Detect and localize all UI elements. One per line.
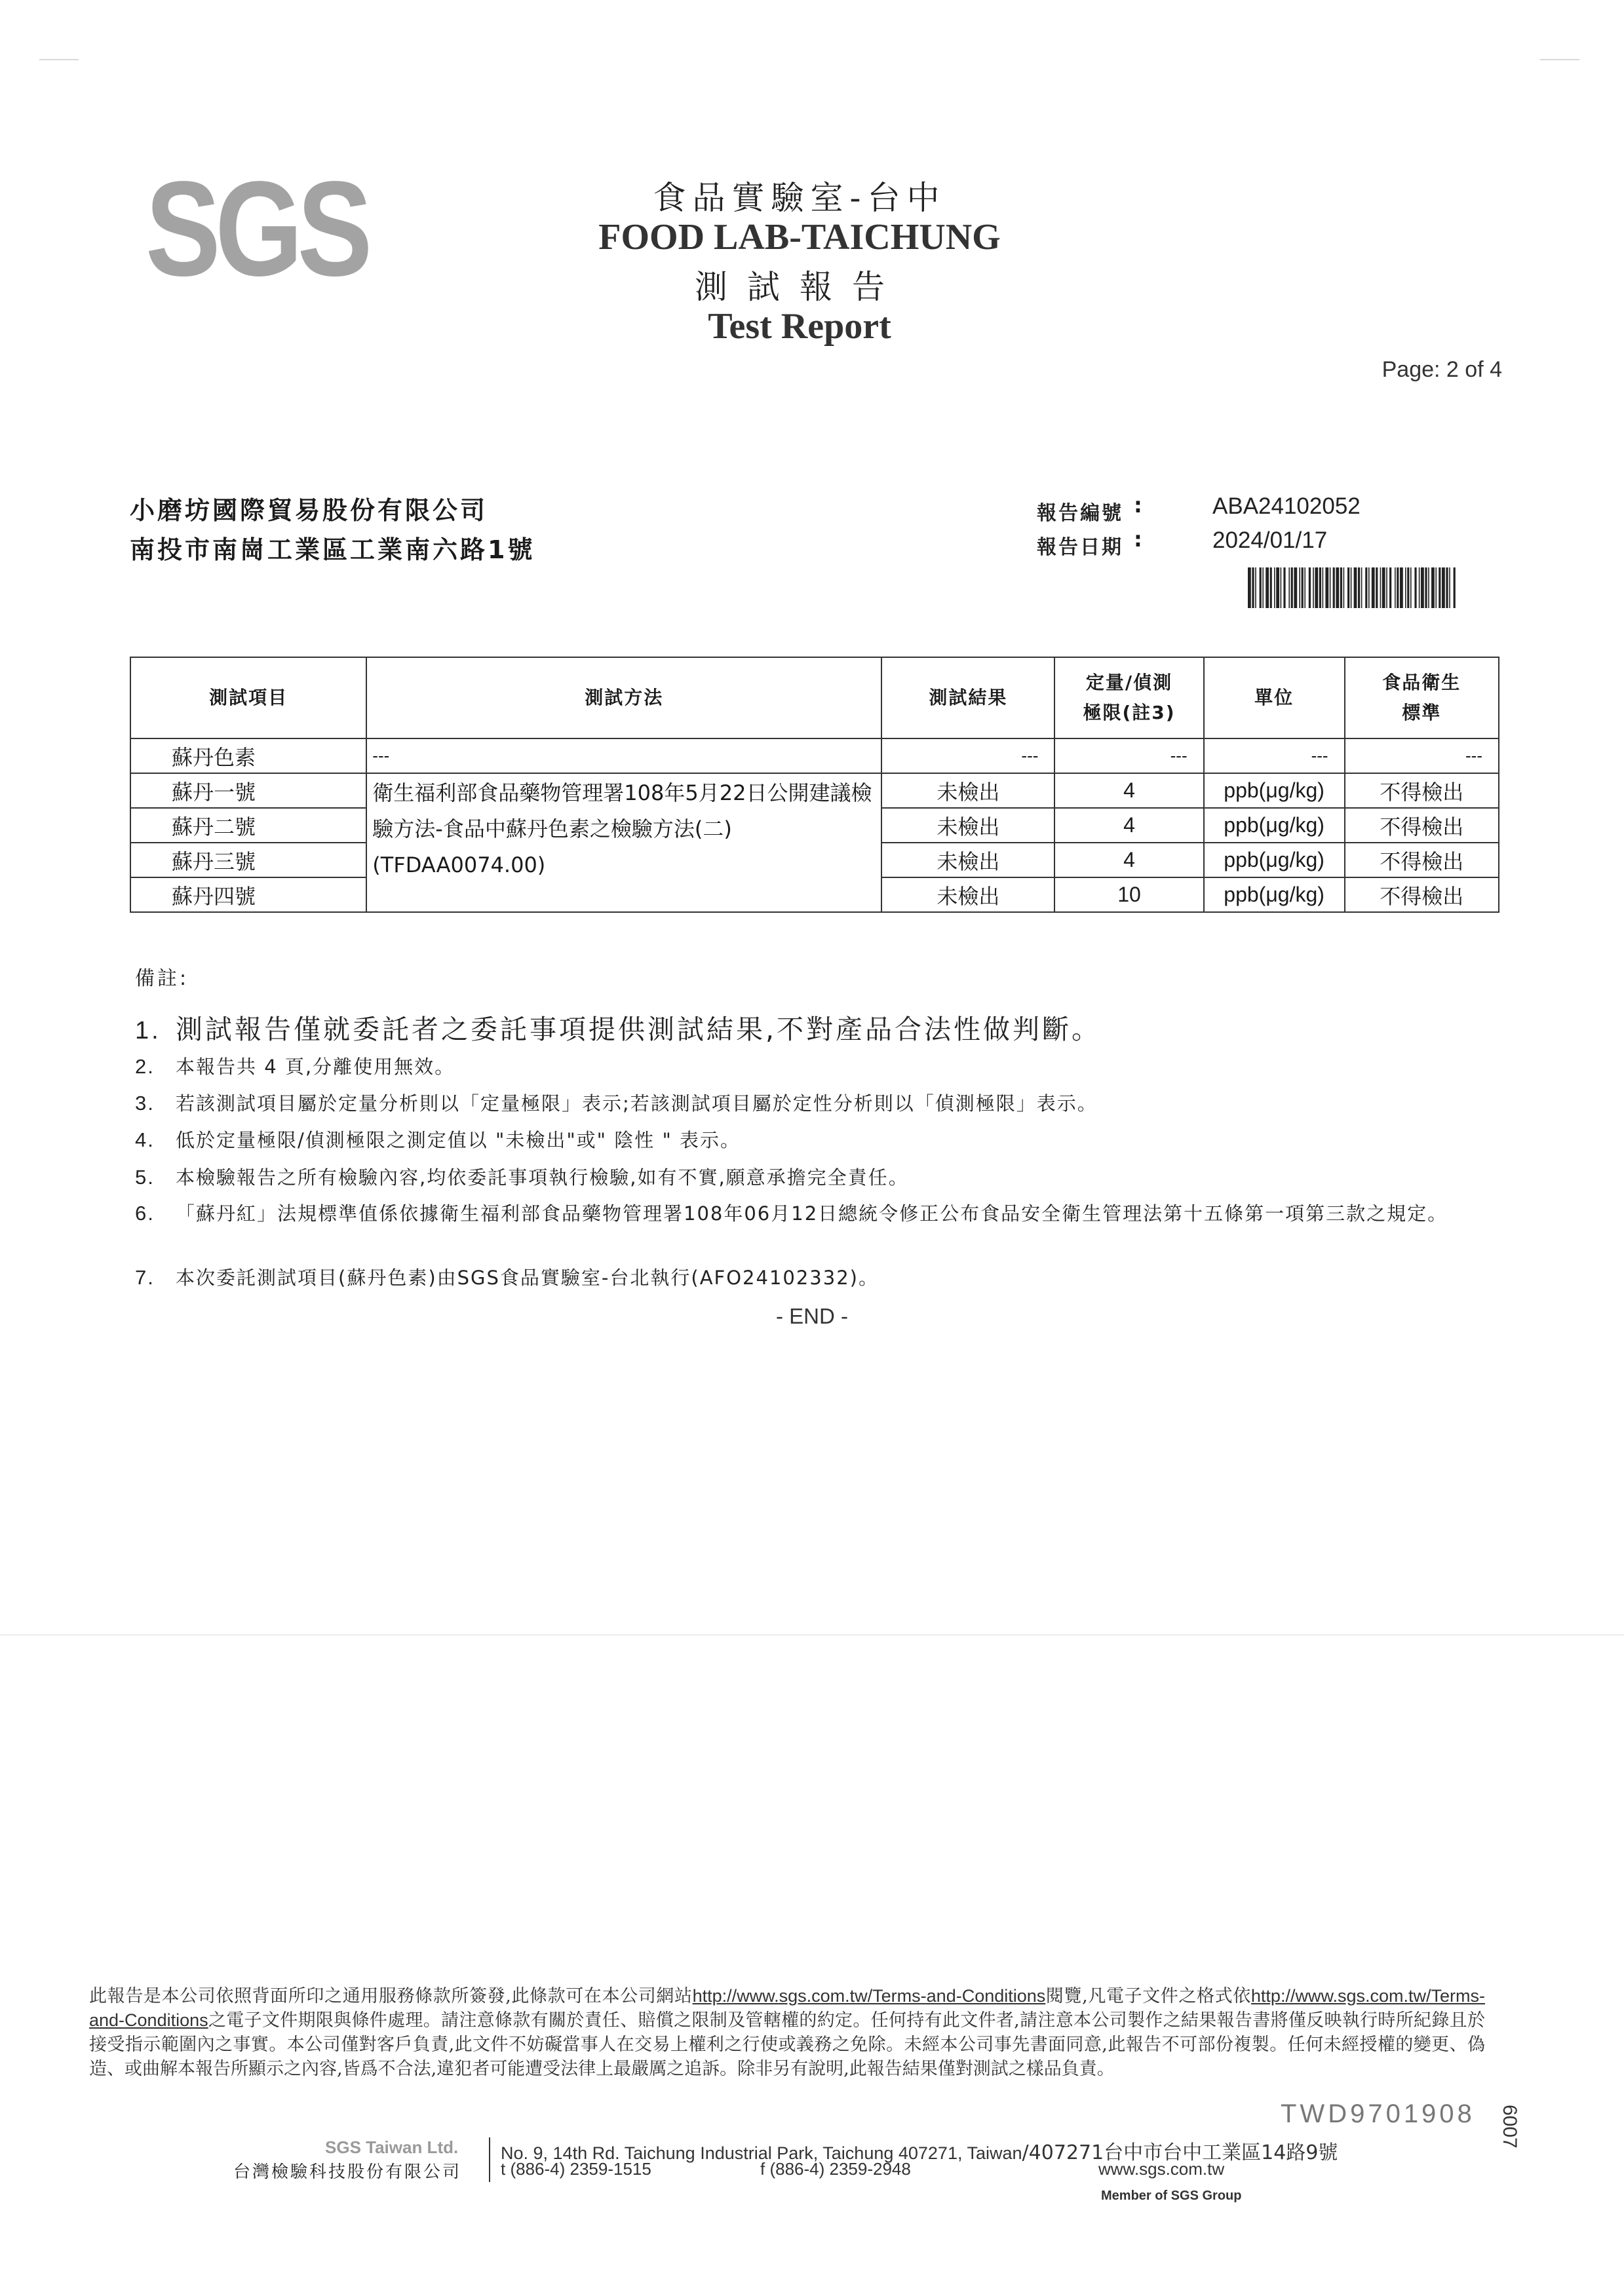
terms-link-2[interactable]: http://www.sgs.com.tw/Terms-and-Conditions <box>89 1986 1485 2030</box>
barcode-bar <box>1365 567 1367 608</box>
cell-item: 蘇丹色素 <box>130 738 366 773</box>
barcode-bar <box>1386 567 1387 608</box>
header-limit <box>1054 657 1203 738</box>
barcode-bar <box>1400 567 1403 608</box>
header-result: 測試結果 <box>881 657 1054 738</box>
barcode-bar <box>1382 567 1385 608</box>
barcode-bar <box>1397 567 1399 608</box>
barcode-bar <box>1368 567 1370 608</box>
scan-artifact-line <box>0 1634 1624 1636</box>
address-zh: /407271台中市台中工業區14路9號 <box>1022 2141 1338 2164</box>
note-text: 「蘇丹紅」法規標準值係依據衛生福利部食品藥物管理署108年06月12日總統令修正公布食品安全衛生管理法第十五條第一項第三款之規定。 <box>176 1202 1448 1225</box>
cell-unit: ppb(μg/kg) <box>1204 808 1345 843</box>
terms-part-2: 閱覽,凡電子文件之格式依 <box>1045 1986 1251 2006</box>
barcode-bar <box>1380 567 1382 608</box>
report-number-colon: : <box>1134 493 1142 518</box>
cell-unit: ppb(μg/kg) <box>1204 773 1345 808</box>
cell-limit: 10 <box>1054 877 1203 912</box>
barcode-bar <box>1325 567 1328 608</box>
note-item <box>135 1163 1498 1190</box>
client-address: 南投市南崗工業區工業南六路1號 <box>130 535 535 564</box>
barcode-bar <box>1405 567 1406 608</box>
report-date-colon: : <box>1134 527 1142 552</box>
barcode-bar <box>1414 567 1416 608</box>
barcode-bar <box>1358 567 1360 608</box>
barcode-bar <box>1439 567 1440 608</box>
table-row <box>130 738 1499 773</box>
header-limit-line2: 極限(註3) <box>1083 702 1176 723</box>
barcode-bar <box>1344 567 1345 608</box>
barcode-bar <box>1281 567 1282 608</box>
member-text: Member of SGS Group <box>1101 2189 1242 2203</box>
svg-text:SGS: SGS <box>145 153 369 304</box>
cell-limit: --- <box>1054 738 1203 773</box>
footer-divider <box>489 2137 490 2182</box>
header-method: 測試方法 <box>366 657 881 738</box>
note-number: 6. <box>135 1202 155 1225</box>
side-code: 6007 <box>1499 2105 1520 2149</box>
report-number-label: 報告編號 <box>1037 502 1123 525</box>
report-date: 2024/01/17 <box>1212 527 1328 553</box>
cell-item: 蘇丹一號 <box>130 773 366 808</box>
header-limit-line1: 定量/偵測 <box>1085 672 1173 693</box>
barcode-bar <box>1333 567 1335 608</box>
barcode-bar <box>1319 567 1321 608</box>
barcode <box>1248 567 1455 608</box>
note-number: 1. <box>135 1017 161 1044</box>
terms-part-1: 此報告是本公司依照背面所印之通用服務條款所簽發,此條款可在本公司網站 <box>89 1986 693 2006</box>
barcode-bar <box>1313 567 1314 608</box>
barcode-bar <box>1361 567 1363 608</box>
cell-result: --- <box>881 738 1054 773</box>
notes-title: 備註: <box>135 967 189 990</box>
cell-unit: --- <box>1204 738 1345 773</box>
cell-item: 蘇丹四號 <box>130 877 366 912</box>
cell-item: 蘇丹二號 <box>130 808 366 843</box>
cell-unit: ppb(μg/kg) <box>1204 843 1345 877</box>
note-text: 本檢驗報告之所有檢驗內容,均依委託事項執行檢驗,如有不實,願意承擔完全責任。 <box>176 1166 909 1189</box>
report-title-zh: 測試報告 <box>695 268 904 306</box>
lab-title-zh: 食品實驗室-台中 <box>653 179 946 217</box>
barcode-bar <box>1302 567 1304 608</box>
barcode-bar <box>1449 567 1450 608</box>
note-item <box>135 1089 1498 1116</box>
cell-result: 未檢出 <box>881 773 1054 808</box>
barcode-bar <box>1283 567 1285 608</box>
header-standard <box>1345 657 1499 738</box>
header-standard-line2: 標準 <box>1402 702 1442 723</box>
report-title-en: Test Report <box>708 306 891 347</box>
barcode-bar <box>1376 567 1378 608</box>
cell-limit: 4 <box>1054 843 1203 877</box>
barcode-bar <box>1446 567 1448 608</box>
cell-standard: 不得檢出 <box>1345 773 1499 808</box>
cell-unit: ppb(μg/kg) <box>1204 877 1345 912</box>
address-en: No. 9, 14th Rd. Taichung Industrial Park, Taichung 407271, Taiwan <box>501 2143 1022 2163</box>
document-serial: TWD9701908 <box>1281 2099 1475 2128</box>
cell-standard: 不得檢出 <box>1345 808 1499 843</box>
note-text: 本報告共 4 頁,分離使用無效。 <box>176 1056 455 1078</box>
note-text: 本次委託測試項目(蘇丹色素)由SGS食品實驗室-台北執行(AFO24102332)。 <box>176 1267 879 1289</box>
company-name-zh: 台灣檢驗科技股份有限公司 <box>233 2162 462 2182</box>
website-link[interactable]: www.sgs.com.tw <box>1098 2159 1225 2179</box>
table-header-row <box>130 657 1499 738</box>
barcode-bar <box>1431 567 1435 608</box>
note-number: 5. <box>135 1166 155 1189</box>
barcode-bar <box>1255 567 1256 608</box>
cell-item: 蘇丹三號 <box>130 843 366 877</box>
barcode-bar <box>1330 567 1331 608</box>
note-text: 若該測試項目屬於定量分析則以「定量極限」表示;若該測試項目屬於定性分析則以「偵測極限」表示。 <box>176 1092 1098 1115</box>
header-standard-line1: 食品衛生 <box>1382 672 1461 693</box>
barcode-bar <box>1410 567 1412 608</box>
cell-limit: 4 <box>1054 808 1203 843</box>
phone-number: t (886-4) 2359-1515 <box>501 2159 651 2179</box>
barcode-bar <box>1323 567 1324 608</box>
barcode-bar <box>1421 567 1424 608</box>
scan-mark-right <box>1540 59 1579 60</box>
barcode-bar <box>1425 567 1427 608</box>
barcode-bar <box>1248 567 1251 608</box>
barcode-bar <box>1288 567 1290 608</box>
barcode-bar <box>1315 567 1318 608</box>
fax-number: f (886-4) 2359-2948 <box>760 2159 911 2179</box>
cell-standard: 不得檢出 <box>1345 877 1499 912</box>
barcode-bar <box>1266 567 1269 608</box>
header-unit: 單位 <box>1204 657 1345 738</box>
barcode-bar <box>1347 567 1349 608</box>
barcode-bar <box>1291 567 1293 608</box>
note-number: 2. <box>135 1055 155 1078</box>
cell-result: 未檢出 <box>881 808 1054 843</box>
cell-limit: 4 <box>1054 773 1203 808</box>
terms-text <box>89 1984 1485 2081</box>
scan-mark-left <box>39 59 79 60</box>
barcode-bar <box>1304 567 1305 608</box>
barcode-bar <box>1252 567 1254 608</box>
cell-method: 衛生福利部食品藥物管理署108年5月22日公開建議檢驗方法-食品中蘇丹色素之檢驗方法(二)(TFDAA0074.00) <box>366 773 881 912</box>
page-number: Page: 2 of 4 <box>1382 357 1502 382</box>
note-item <box>135 1126 1498 1153</box>
barcode-bar <box>1262 567 1264 608</box>
barcode-bar <box>1299 567 1300 608</box>
barcode-bar <box>1340 567 1342 608</box>
barcode-bar <box>1351 567 1352 608</box>
result-table <box>130 657 1499 913</box>
sgs-logo <box>145 153 369 304</box>
report-number: ABA24102052 <box>1212 493 1361 519</box>
cell-method: --- <box>366 738 881 773</box>
barcode-bar <box>1419 567 1420 608</box>
note-item <box>135 1200 1506 1227</box>
barcode-bar <box>1270 567 1272 608</box>
barcode-bar <box>1354 567 1357 608</box>
cell-standard: --- <box>1345 738 1499 773</box>
note-text: 測試報告僅就委託者之委託事項提供測試結果,不對產品合法性做判斷。 <box>176 1014 1102 1045</box>
note-number: 3. <box>135 1092 155 1115</box>
barcode-bar <box>1276 567 1279 608</box>
barcode-bar <box>1454 567 1456 608</box>
company-name-en: SGS Taiwan Ltd. <box>325 2137 459 2157</box>
terms-part-3: 之電子文件期限與條件處理。請注意條款有關於責任、賠償之限制及管轄權的約定。任何持有此文件者,請注意本公司製作之結果報告書將僅反映執行時所紀錄且於接受指示範圍內之事實。本公司僅對客戶負責,此文件不妨礙當事人在交易上權利之行使或義務之免除。未經本公司事先書面同意,此報告不可部份複製。任何未經授權的變更、偽造、或曲解本報告所顯示之內容,皆爲不合法,違犯者可能遭受法律上最嚴厲之追訴。除非另有說明,此報告結果僅對測試之樣品負責。 <box>89 2010 1485 2079</box>
barcode-bar <box>1260 567 1262 608</box>
note-item <box>135 1052 1498 1079</box>
note-text: 低於定量極限/偵測極限之測定值以 "未檢出"或" 陰性 " 表示。 <box>176 1129 741 1151</box>
barcode-bar <box>1407 567 1409 608</box>
client-name: 小磨坊國際貿易股份有限公司 <box>130 496 488 525</box>
cell-result: 未檢出 <box>881 843 1054 877</box>
note-number: 7. <box>135 1266 155 1289</box>
note-item <box>135 1263 1498 1290</box>
barcode-bar <box>1435 567 1437 608</box>
barcode-bar <box>1389 567 1391 608</box>
table-row <box>130 773 1499 808</box>
note-item <box>135 1008 1498 1046</box>
end-marker: - END - <box>776 1304 848 1328</box>
lab-title-en: FOOD LAB-TAICHUNG <box>598 217 1001 258</box>
barcode-bar <box>1442 567 1445 608</box>
barcode-bar <box>1372 567 1375 608</box>
terms-link-1[interactable]: http://www.sgs.com.tw/Terms-and-Conditions <box>692 1986 1046 2006</box>
barcode-bar <box>1395 567 1396 608</box>
header-item: 測試項目 <box>130 657 366 738</box>
barcode-bar <box>1336 567 1339 608</box>
cell-result: 未檢出 <box>881 877 1054 912</box>
barcode-bar <box>1428 567 1429 608</box>
barcode-bar <box>1309 567 1311 608</box>
cell-standard: 不得檢出 <box>1345 843 1499 877</box>
report-date-label: 報告日期 <box>1037 536 1123 559</box>
barcode-bar <box>1294 567 1297 608</box>
note-number: 4. <box>135 1128 155 1151</box>
barcode-bar <box>1274 567 1275 608</box>
